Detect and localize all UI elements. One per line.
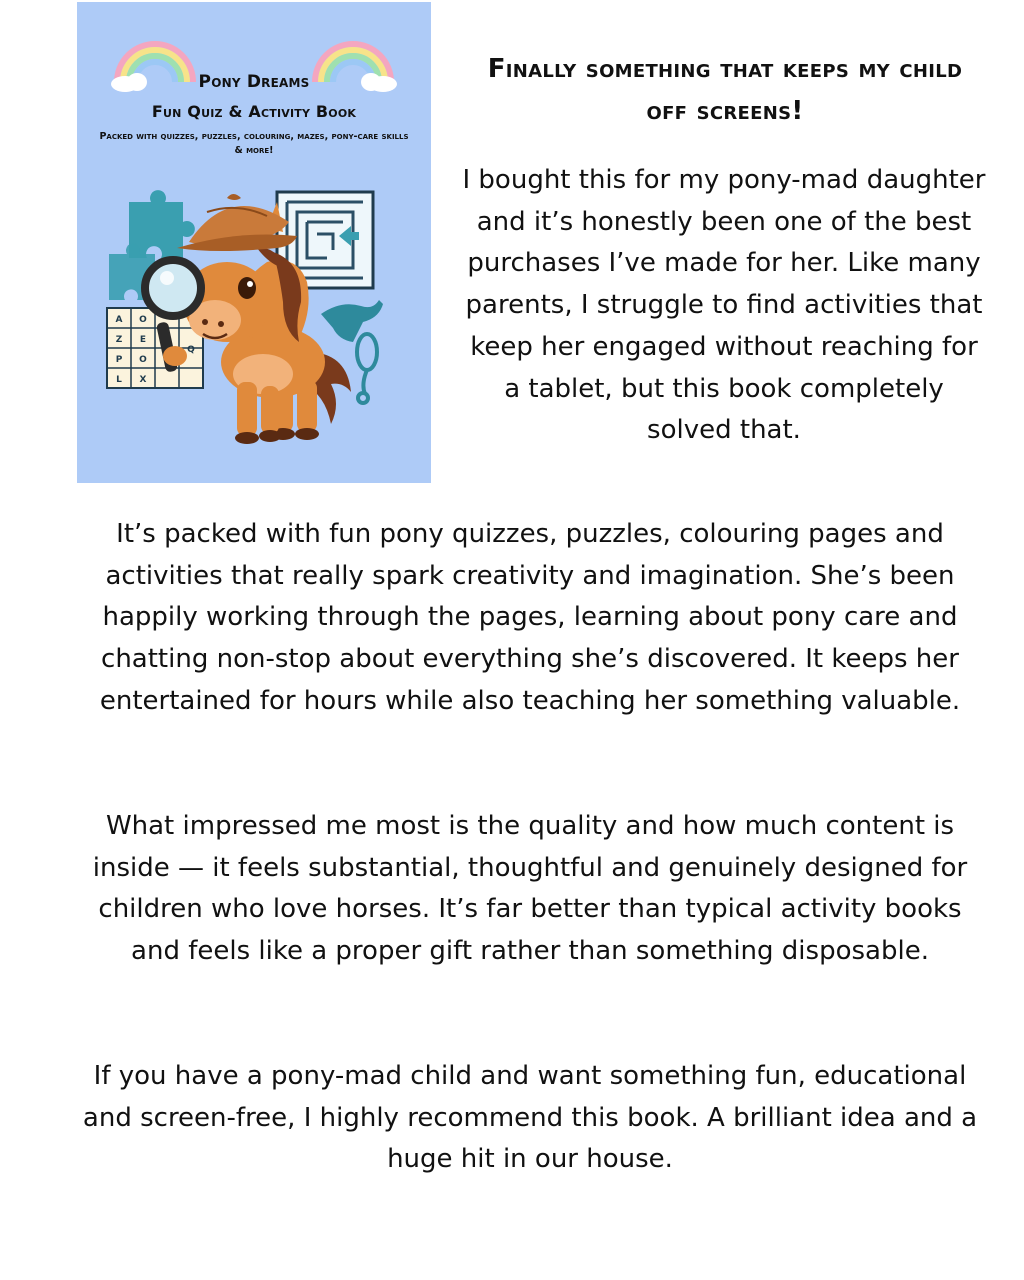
book-cover <box>77 2 431 483</box>
cover-subtitle: Packed with quizzes, puzzles, colouring, mazes, pony-care skills & more! <box>99 131 409 156</box>
cover-title-line2: Fun Quiz & Activity Book <box>151 102 357 121</box>
word-grid-letter: Z <box>115 335 123 345</box>
word-grid-letter: Q <box>187 345 195 355</box>
word-grid-letter: E <box>139 335 147 345</box>
word-grid-letter: O <box>139 355 147 365</box>
review-paragraph-2: It’s packed with fun pony quizzes, puzzles, colouring pages and activities that really spark creativity and imagination. She’s been happily working through the pages, learning about pony care and chatting non-stop about everything she’s discovered. It keeps her entertained for hours while also teaching her something valuable. <box>99 519 961 716</box>
word-grid-letter: L <box>116 375 122 385</box>
bridle-icon <box>357 334 377 403</box>
word-grid-letter: P <box>115 355 123 365</box>
word-grid-letter: X <box>139 375 147 385</box>
cover-title: Pony Dreams <box>198 72 310 92</box>
review-paragraph-4: If you have a pony-mad child and want something fun, educational and screen-free, I highly recommend this book. A brilliant idea and a huge hit in our house. <box>82 1061 978 1175</box>
review-headline: Finally something that keeps my child off screens! <box>487 54 963 126</box>
word-grid-letter: O <box>139 315 147 325</box>
word-grid-letter: A <box>115 315 123 325</box>
review-paragraph-3: What impressed me most is the quality and how much content is inside — it feels substantial, thoughtful and genuinely designed for children who love horses. It’s far better than typical activity books and feels like a proper gift rather than something disposable. <box>92 811 968 967</box>
review-intro-paragraph: I bought this for my pony-mad daughter and it’s honestly been one of the best purchases I’ve made for her. Like many parents, I struggle to find activities that keep her engaged without reaching for a tablet, but this book completely solved that. <box>462 165 986 446</box>
